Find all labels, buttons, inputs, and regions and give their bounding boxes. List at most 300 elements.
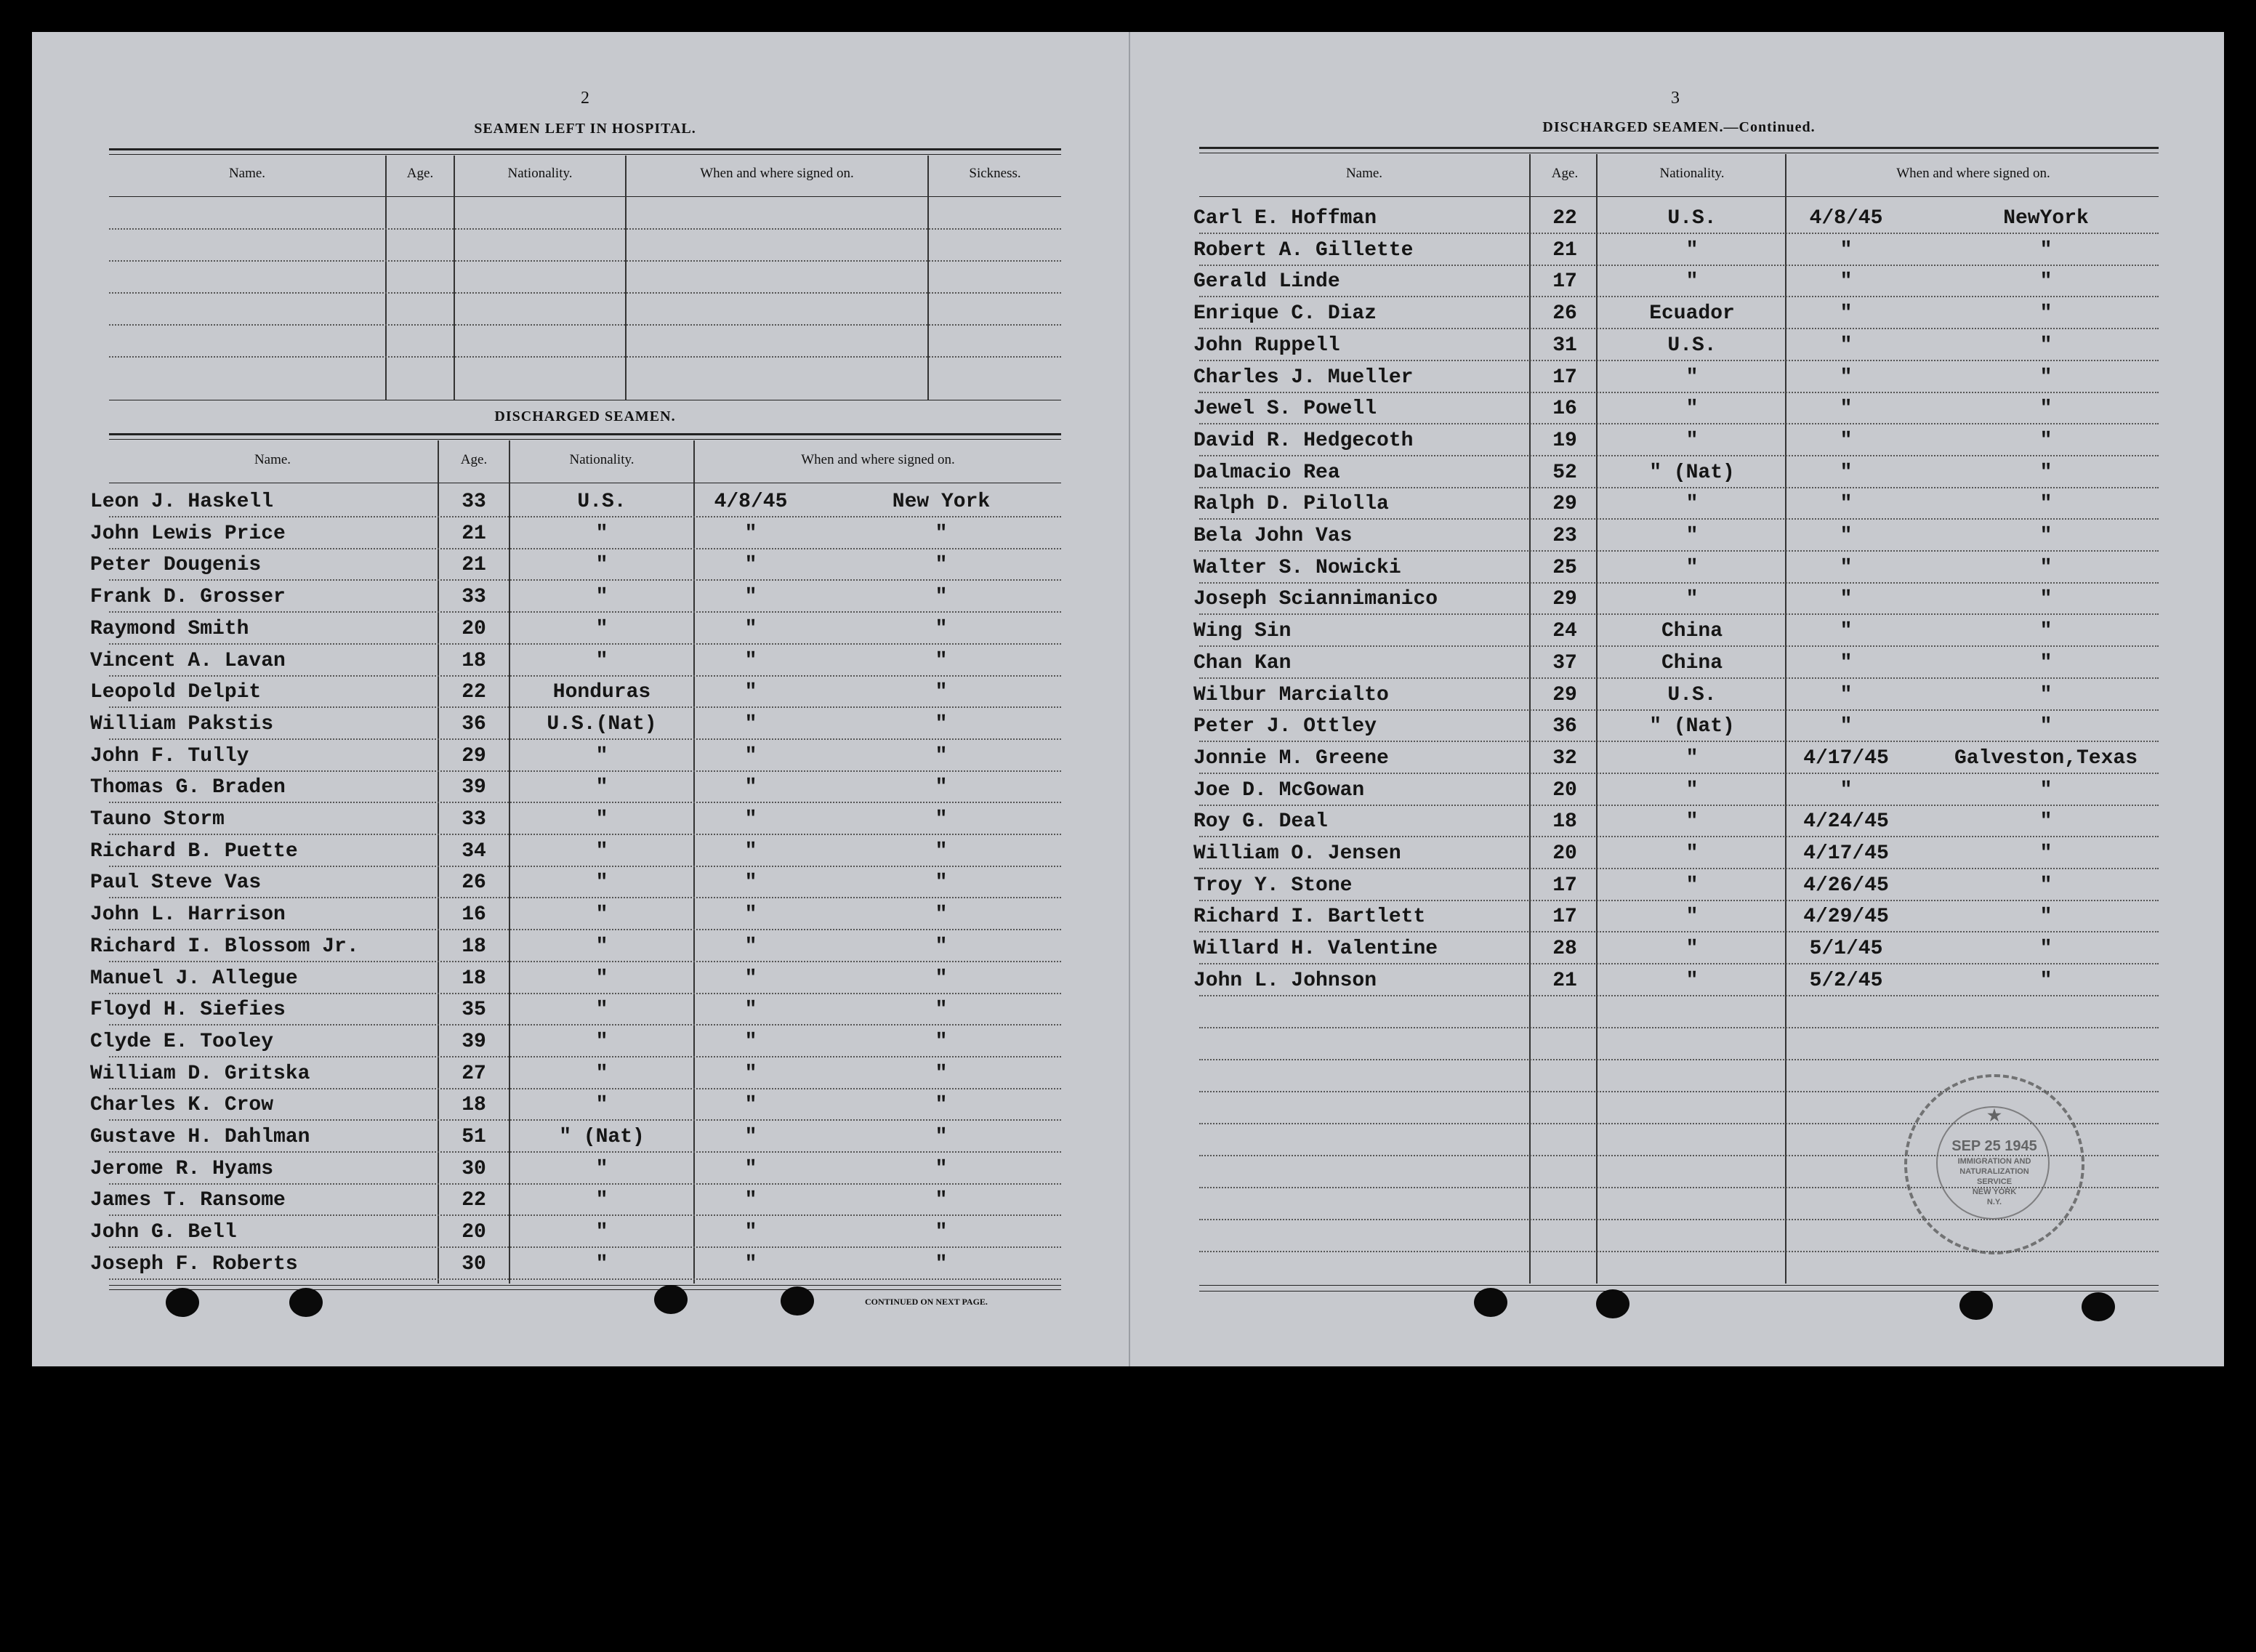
hospital-header-nationality: Nationality. [507,166,573,181]
signed-on-date: 4/8/45 [714,491,788,513]
seaman-nationality: U.S. [1667,207,1717,230]
rule [109,439,1061,440]
rule [109,148,1061,150]
ruled-line [109,260,1061,262]
seaman-age: 29 [1552,588,1577,611]
header-nationality: Nationality. [569,452,634,467]
seaman-nationality: " [1685,557,1699,579]
ruled-line [109,324,1061,326]
seaman-nationality: " [595,967,608,990]
signed-on-place: " [935,1063,948,1085]
ruled-line [109,675,1061,677]
seaman-nationality: " [595,1063,608,1085]
ruled-line [109,770,1061,772]
seaman-name: Richard I. Bartlett [1193,906,1426,928]
seaman-name: Joseph Sciannimanico [1193,588,1438,611]
ruled-line [109,866,1061,867]
seaman-age: 24 [1552,620,1577,642]
signed-on-date: 5/2/45 [1809,970,1883,992]
header-nationality: Nationality. [1659,166,1725,181]
signed-on-date: " [1840,525,1853,547]
seaman-name: Wilbur Marcialto [1193,684,1389,706]
seaman-nationality: " [595,523,608,545]
seaman-nationality: U.S.(Nat) [547,713,657,736]
seaman-nationality: " [595,1221,608,1244]
seaman-name: Roy G. Deal [1193,810,1328,833]
signed-on-date: " [744,681,757,704]
ruled-line [1199,709,2159,711]
signed-on-date: " [1840,620,1853,642]
seaman-nationality: " [1685,270,1699,293]
punch-hole [289,1288,323,1317]
signed-on-place: " [2039,398,2052,420]
seaman-age: 35 [462,999,486,1021]
column-divider [1785,154,1786,1284]
punch-hole [654,1285,688,1314]
header-age: Age. [1551,166,1579,181]
header-name: Name. [1345,166,1383,181]
seaman-nationality: " [595,840,608,863]
signed-on-place: " [2039,239,2052,262]
signed-on-date: 4/17/45 [1803,842,1889,865]
signed-on-place: " [2039,493,2052,515]
seaman-name: Jonnie M. Greene [1193,747,1389,770]
seaman-age: 23 [1552,525,1577,547]
seaman-name: Raymond Smith [90,618,249,640]
seaman-name: Troy Y. Stone [1193,874,1353,897]
signed-on-date: " [744,554,757,576]
seaman-age: 25 [1552,557,1577,579]
signed-on-place: " [2039,652,2052,674]
seaman-age: 31 [1552,334,1577,357]
seaman-age: 16 [1552,398,1577,420]
continued-note: CONTINUED ON NEXT PAGE. [865,1297,988,1307]
seaman-nationality: " [595,1158,608,1180]
ruled-line [1199,455,2159,456]
seaman-age: 33 [462,586,486,608]
seaman-age: 32 [1552,747,1577,770]
seaman-age: 34 [462,840,486,863]
seaman-nationality: Honduras [552,681,651,704]
seaman-name: Leopold Delpit [90,681,262,704]
ruled-line [1199,392,2159,393]
seaman-age: 39 [462,776,486,799]
seaman-nationality: " [595,1031,608,1053]
seaman-nationality: U.S. [577,491,627,513]
seaman-nationality: " [1685,779,1699,802]
signed-on-place: " [2039,366,2052,389]
signed-on-place: " [935,586,948,608]
seaman-name: Clyde E. Tooley [90,1031,274,1053]
seaman-nationality: " [1685,747,1699,770]
seaman-name: John Ruppell [1193,334,1340,357]
signed-on-date: " [1840,334,1853,357]
seaman-name: Jerome R. Hyams [90,1158,274,1180]
signed-on-date: " [1840,366,1853,389]
ruled-line [1199,487,2159,488]
signed-on-date: " [744,1189,757,1212]
signed-on-date: " [1840,462,1853,484]
seaman-nationality: U.S. [1667,334,1717,357]
stamp-text: SERVICE [1976,1177,2013,1186]
seaman-name: Vincent A. Lavan [90,650,286,672]
seaman-nationality: " [595,776,608,799]
seaman-name: Tauno Storm [90,808,225,831]
seaman-age: 17 [1552,906,1577,928]
ruled-line [109,1183,1061,1185]
ruled-line [109,961,1061,962]
signed-on-date: " [744,840,757,863]
ruled-line [109,643,1061,645]
signed-on-place: " [2039,684,2052,706]
seaman-age: 22 [462,681,486,704]
signed-on-place: " [2039,302,2052,325]
seaman-age: 21 [1552,970,1577,992]
signed-on-date: " [744,1158,757,1180]
seaman-age: 30 [462,1253,486,1276]
punch-hole [166,1288,199,1317]
ruled-line [109,802,1061,803]
signed-on-place: " [2039,270,2052,293]
seaman-nationality: " [1685,874,1699,897]
seaman-name: Robert A. Gillette [1193,239,1414,262]
rule [109,154,1061,155]
seaman-nationality: " [595,650,608,672]
signed-on-place: " [935,808,948,831]
header-signed-on: When and where signed on. [1896,166,2050,181]
signed-on-place: " [935,1253,948,1276]
seaman-age: 29 [1552,684,1577,706]
column-divider [454,156,455,400]
seaman-nationality: U.S. [1667,684,1717,706]
seaman-age: 36 [1552,715,1577,738]
signed-on-date: " [1840,588,1853,611]
ruled-line [109,356,1061,358]
seaman-age: 20 [462,1221,486,1244]
discharged-section-title: DISCHARGED SEAMEN. [494,408,676,424]
signed-on-place: " [2039,430,2052,452]
rule [1199,1285,2159,1286]
column-divider [625,156,627,400]
seaman-name: Charles J. Mueller [1193,366,1414,389]
seaman-nationality: " [1685,525,1699,547]
seaman-age: 39 [462,1031,486,1053]
ruled-line [109,706,1061,708]
ruled-line [1199,613,2159,615]
signed-on-place: " [2039,810,2052,833]
ruled-line [1199,741,2159,742]
signed-on-date: " [744,1221,757,1244]
seaman-name: Jewel S. Powell [1193,398,1377,420]
signed-on-date: " [1840,715,1853,738]
signed-on-date: " [744,808,757,831]
signed-on-place: " [2039,779,2052,802]
seaman-age: 29 [1552,493,1577,515]
signed-on-place: " [2039,938,2052,960]
page-number-left: 2 [581,89,589,108]
signed-on-place: " [2039,970,2052,992]
seaman-age: 29 [462,745,486,767]
seaman-age: 51 [462,1126,486,1148]
header-signed-on: When and where signed on. [801,452,955,467]
header-age: Age. [460,452,488,467]
column-divider [1529,154,1531,1284]
signed-on-place: " [935,618,948,640]
seaman-nationality: " (Nat) [559,1126,645,1148]
seaman-nationality: " [1685,842,1699,865]
signed-on-date: " [1840,684,1853,706]
ruled-line [1199,645,2159,647]
seaman-nationality: " [1685,239,1699,262]
stamp-text: NATURALIZATION [1959,1167,2029,1176]
seaman-name: Gerald Linde [1193,270,1340,293]
signed-on-date: " [1840,239,1853,262]
signed-on-date: " [1840,493,1853,515]
seaman-name: Joseph F. Roberts [90,1253,298,1276]
seaman-name: John Lewis Price [90,523,286,545]
ruled-line [109,1119,1061,1121]
seaman-name: Peter J. Ottley [1193,715,1377,738]
signed-on-place: " [2039,842,2052,865]
seaman-nationality: " [1685,906,1699,928]
ruled-line [1199,360,2159,361]
seaman-age: 30 [462,1158,486,1180]
signed-on-date: " [1840,302,1853,325]
ruled-line [1199,963,2159,964]
signed-on-place: " [935,681,948,704]
seaman-name: Carl E. Hoffman [1193,207,1377,230]
signed-on-date: " [744,745,757,767]
ruled-line [109,897,1061,898]
seaman-name: Chan Kan [1193,652,1292,674]
signed-on-date: " [744,871,757,894]
signed-on-place: " [935,554,948,576]
signed-on-date: " [1840,652,1853,674]
seaman-age: 20 [1552,842,1577,865]
seaman-name: Floyd H. Siefies [90,999,286,1021]
seaman-name: William Pakstis [90,713,274,736]
seaman-name: Dalmacio Rea [1193,462,1340,484]
seaman-nationality: " (Nat) [1649,462,1735,484]
ruled-line [1199,931,2159,932]
seaman-age: 37 [1552,652,1577,674]
signed-on-place: " [935,967,948,990]
seaman-nationality: " [1685,430,1699,452]
page-number-right: 3 [1671,89,1680,108]
punch-hole [781,1286,814,1315]
signed-on-date: 4/24/45 [1803,810,1889,833]
ruled-line [1199,773,2159,774]
seaman-name: John F. Tully [90,745,249,767]
seaman-age: 17 [1552,366,1577,389]
seaman-age: 18 [462,1094,486,1116]
seaman-age: 19 [1552,430,1577,452]
signed-on-date: " [1840,779,1853,802]
signed-on-date: 4/26/45 [1803,874,1889,897]
seaman-age: 18 [462,650,486,672]
signed-on-place: " [935,840,948,863]
seaman-name: Walter S. Nowicki [1193,557,1401,579]
signed-on-date: " [744,650,757,672]
seaman-name: David R. Hedgecoth [1193,430,1414,452]
ruled-line [1199,423,2159,424]
ruled-line [1199,518,2159,520]
ruled-line [1199,265,2159,266]
signed-on-date: " [744,1094,757,1116]
rule [109,433,1061,435]
signed-on-place: NewYork [2003,207,2089,230]
seaman-age: 27 [462,1063,486,1085]
punch-hole [2082,1292,2115,1321]
seaman-nationality: " [1685,366,1699,389]
stamp-text: N.Y. [1986,1198,2002,1206]
hospital-header-signed-on: When and where signed on. [700,166,854,181]
ruled-line [109,834,1061,835]
signed-on-date: " [1840,557,1853,579]
seaman-nationality: " [595,586,608,608]
seaman-age: 33 [462,808,486,831]
seaman-nationality: " [1685,493,1699,515]
signed-on-place: " [935,871,948,894]
hospital-header-name: Name. [228,166,266,181]
ruled-line [1199,677,2159,679]
signed-on-place: " [2039,334,2052,357]
punch-hole [1959,1291,1993,1320]
signed-on-place: " [935,1189,948,1212]
ruled-line [109,1214,1061,1216]
seaman-age: 21 [462,523,486,545]
seaman-nationality: " [595,808,608,831]
seaman-nationality: " [595,745,608,767]
signed-on-date: " [744,1126,757,1148]
rule [109,1289,1061,1290]
seaman-name: John G. Bell [90,1221,237,1244]
signed-on-date: " [744,967,757,990]
ruled-line [109,611,1061,613]
ruled-line [1199,233,2159,234]
ruled-line [109,292,1061,294]
signed-on-date: " [744,903,757,926]
seaman-name: Ralph D. Pilolla [1193,493,1389,515]
seaman-name: Richard I. Blossom Jr. [90,935,359,958]
ruled-line [109,1151,1061,1153]
seaman-nationality: " [595,1253,608,1276]
column-divider [693,440,695,1284]
signed-on-place: " [935,999,948,1021]
page-fold [1129,32,1130,1366]
hospital-section-title: SEAMEN LEFT IN HOSPITAL. [474,121,696,137]
seaman-nationality: China [1661,652,1723,674]
ruled-line [1199,900,2159,901]
signed-on-date: 5/1/45 [1809,938,1883,960]
seaman-nationality: " [1685,588,1699,611]
seaman-age: 18 [462,935,486,958]
signed-on-date: " [744,1063,757,1085]
seaman-nationality: " (Nat) [1649,715,1735,738]
signed-on-date: " [744,713,757,736]
ruled-line [109,1278,1061,1280]
rule [1199,196,2159,197]
seaman-nationality: " [1685,398,1699,420]
ruled-line [109,1088,1061,1089]
punch-hole [1596,1289,1629,1318]
ruled-line [1199,1027,2159,1028]
column-divider [927,156,929,400]
seaman-name: Bela John Vas [1193,525,1353,547]
seaman-nationality: " [595,935,608,958]
ruled-line [1199,805,2159,806]
seaman-name: Paul Steve Vas [90,871,262,894]
rule [109,1285,1061,1286]
signed-on-place: " [935,935,948,958]
seaman-nationality: " [595,554,608,576]
ruled-line [109,1024,1061,1026]
seaman-age: 52 [1552,462,1577,484]
seaman-nationality: " [595,1094,608,1116]
signed-on-place: Galveston,Texas [1954,747,2138,770]
seaman-age: 17 [1552,874,1577,897]
seaman-nationality: China [1661,620,1723,642]
signed-on-date: " [744,523,757,545]
seaman-name: James T. Ransome [90,1189,286,1212]
seaman-age: 17 [1552,270,1577,293]
seaman-name: William D. Gritska [90,1063,310,1085]
signed-on-place: " [2039,462,2052,484]
signed-on-place: " [935,713,948,736]
seaman-name: John L. Johnson [1193,970,1377,992]
rule [1199,147,2159,149]
signed-on-place: " [935,1221,948,1244]
signed-on-date: " [744,999,757,1021]
signed-on-place: " [935,650,948,672]
seaman-name: Willard H. Valentine [1193,938,1438,960]
seaman-name: Thomas G. Braden [90,776,286,799]
signed-on-place: " [935,903,948,926]
seaman-age: 28 [1552,938,1577,960]
signed-on-place: " [935,1126,948,1148]
signed-on-date: " [744,776,757,799]
seaman-name: William O. Jensen [1193,842,1401,865]
signed-on-date: 4/8/45 [1809,207,1883,230]
seaman-name: Wing Sin [1193,620,1292,642]
signed-on-date: " [1840,270,1853,293]
seaman-nationality: " [1685,938,1699,960]
signed-on-place: " [2039,557,2052,579]
signed-on-place: " [935,1094,948,1116]
stamp-text: IMMIGRATION AND [1957,1157,2031,1166]
signed-on-place: " [935,745,948,767]
seaman-name: Charles K. Crow [90,1094,274,1116]
seaman-nationality: " [595,1189,608,1212]
seaman-age: 16 [462,903,486,926]
ruled-line [109,929,1061,930]
ruled-line [1199,296,2159,297]
seaman-name: Frank D. Grosser [90,586,286,608]
signed-on-date: 4/17/45 [1803,747,1889,770]
signed-on-place: " [935,1158,948,1180]
ruled-line [109,993,1061,994]
ruled-line [109,548,1061,549]
stamp-text: NEW YORK [1972,1188,2017,1196]
signed-on-place: " [2039,588,2052,611]
ruled-line [1199,550,2159,552]
signed-on-place: New York [892,491,991,513]
seaman-nationality: " [1685,810,1699,833]
seaman-name: Enrique C. Diaz [1193,302,1377,325]
signed-on-date: " [744,1253,757,1276]
signed-on-date: " [744,1031,757,1053]
ruled-line [109,579,1061,581]
